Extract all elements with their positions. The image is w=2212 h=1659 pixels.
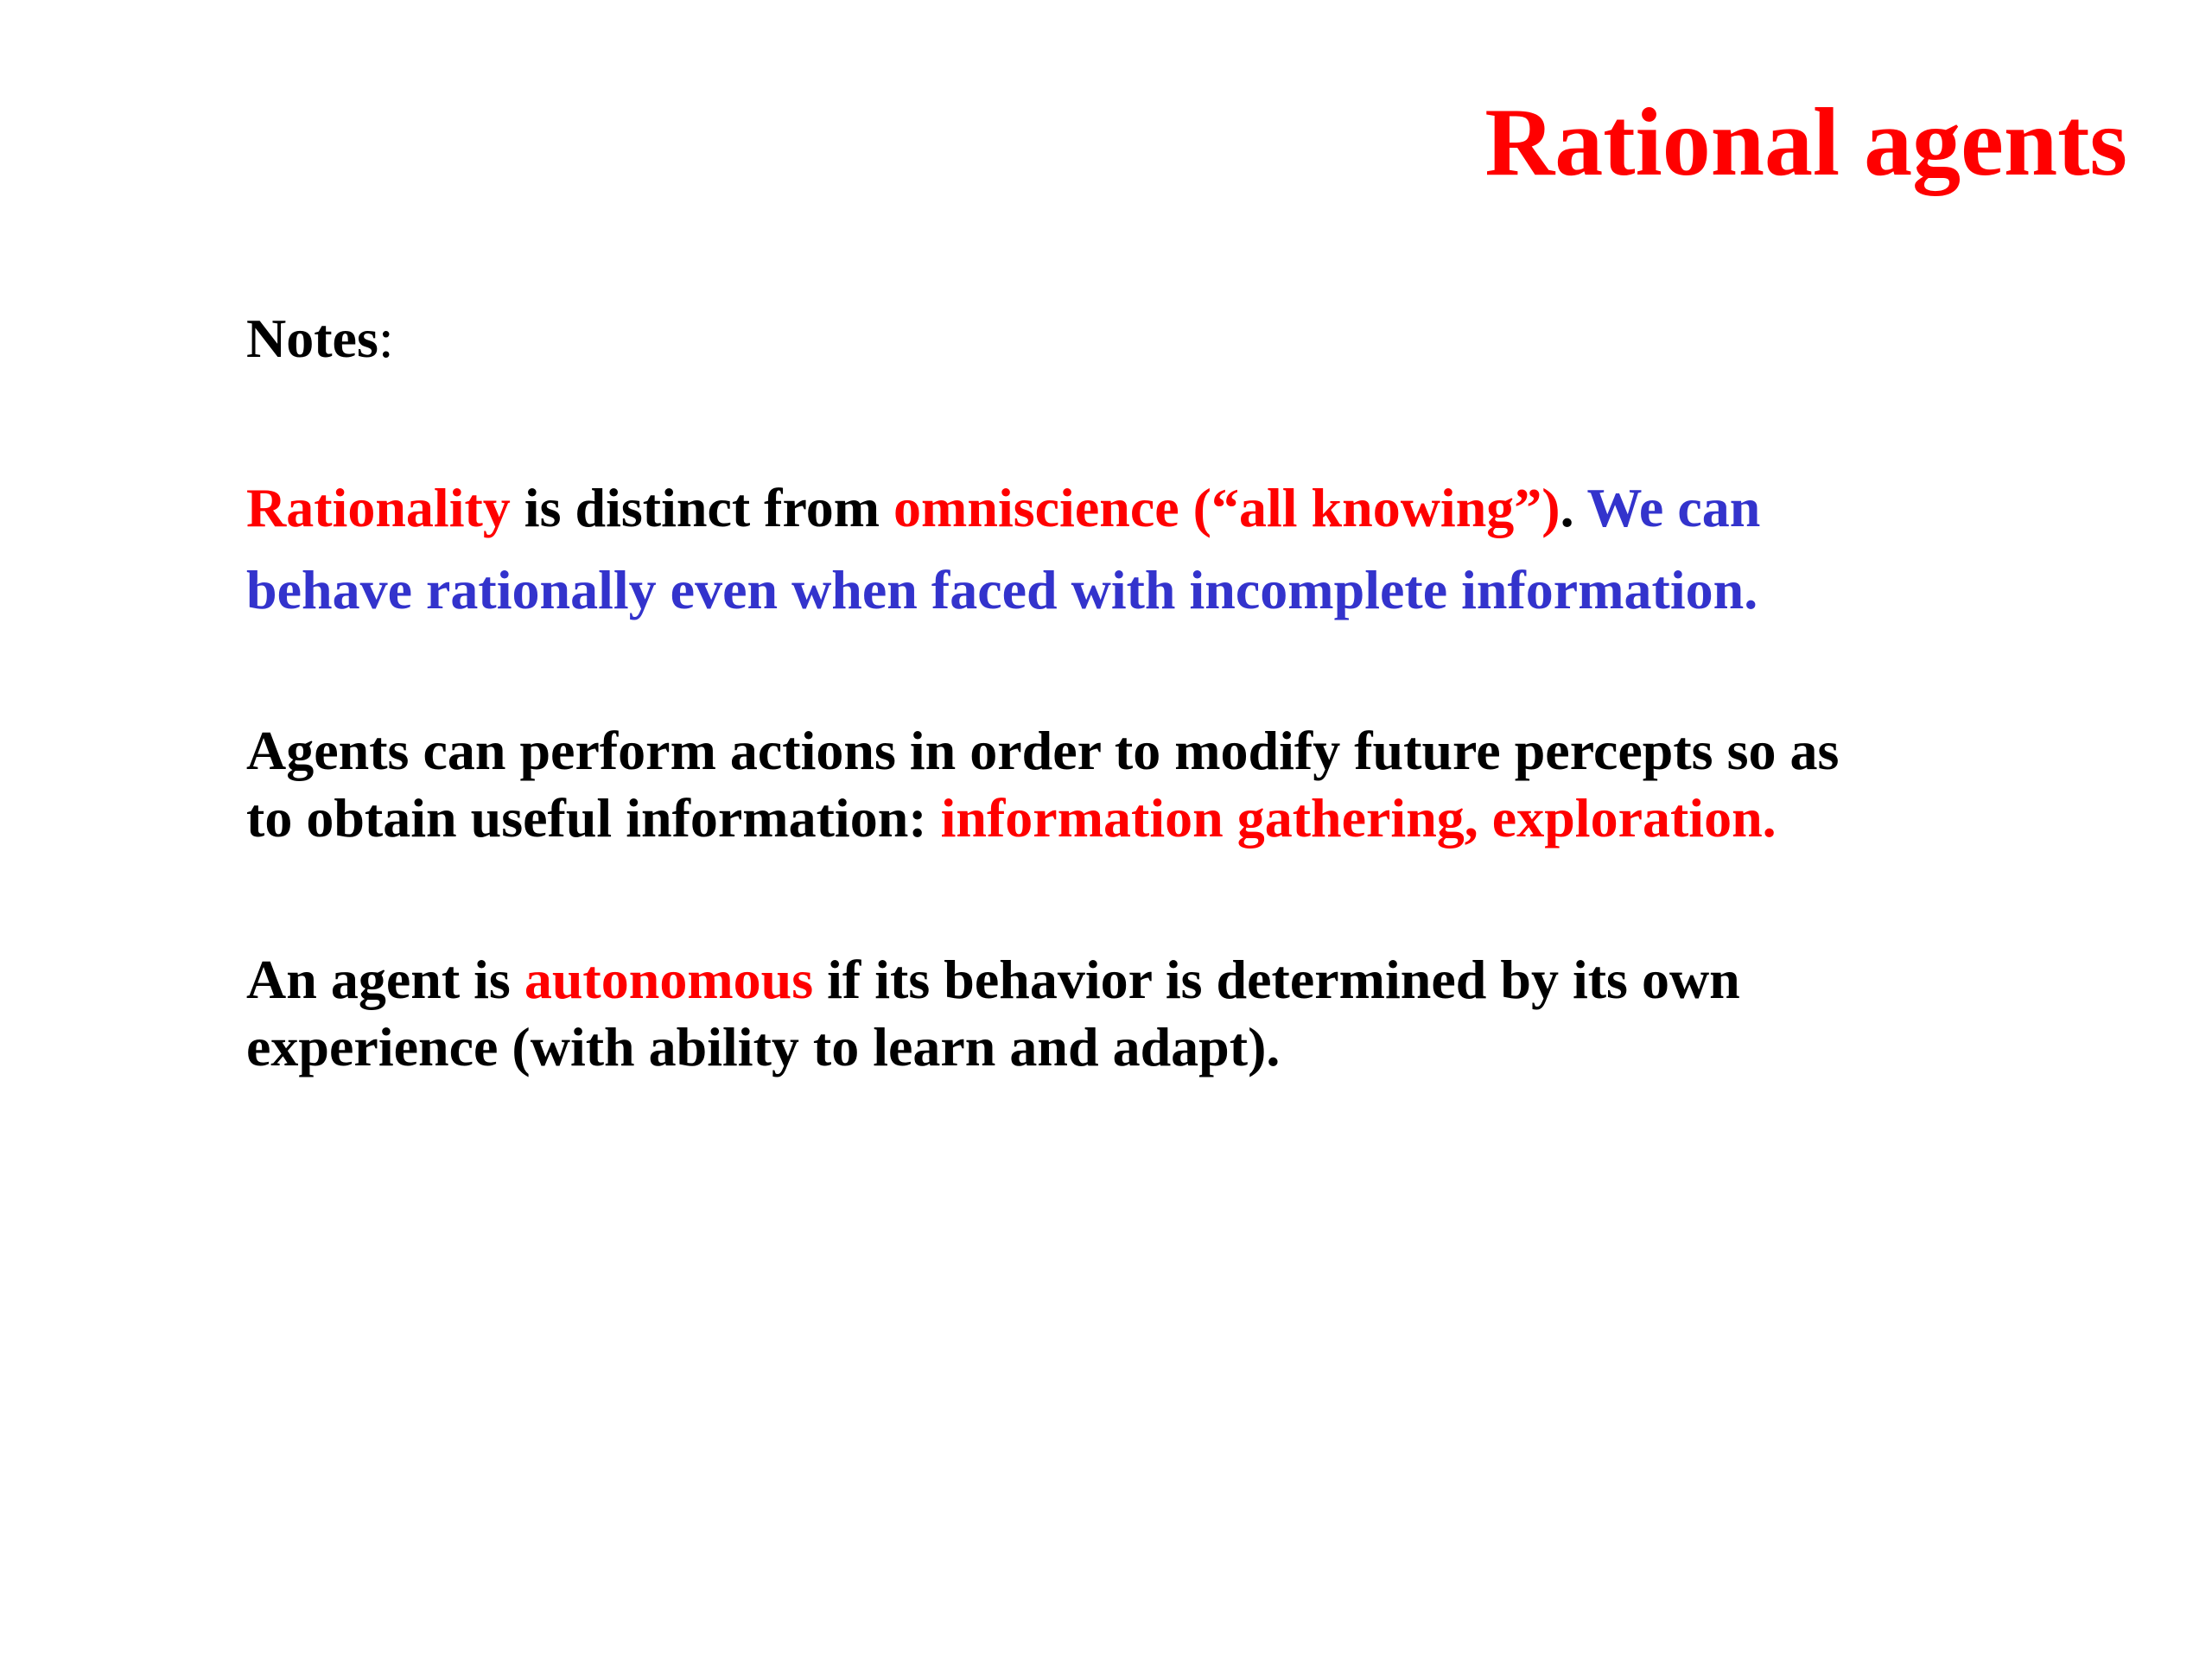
term-rationality: Rationality — [246, 477, 511, 538]
notes-heading-colon: : — [378, 308, 394, 369]
paragraph-rationality-line-1 — [246, 467, 1760, 549]
text-obtain-useful-information: to obtain useful information: — [246, 787, 941, 849]
text-an-agent-is: An agent is — [246, 949, 524, 1010]
text-we-can: We can — [1586, 477, 1761, 538]
paragraph-agents-actions-line-2 — [246, 785, 1839, 852]
paragraph-autonomous-line-2: experience (with ability to learn and adapt). — [246, 1016, 1281, 1077]
paragraph-rationality-line-2: behave rationally even when faced with incomplete information. — [246, 559, 1758, 620]
paragraph-rationality — [246, 467, 1760, 631]
notes-heading-label: Notes — [246, 308, 378, 369]
text-behavior-determined: if its behavior is determined by its own — [813, 949, 1740, 1010]
notes-heading — [246, 304, 394, 373]
paragraph-autonomous-line-1 — [246, 946, 1740, 1014]
term-information-gathering: information gathering, exploration. — [940, 787, 1777, 849]
paragraph-agents-actions — [246, 717, 1839, 852]
text-is-distinct-from: is distinct from — [510, 477, 894, 538]
term-autonomous: autonomous — [524, 949, 814, 1010]
term-omniscience: omniscience (“all knowing”) — [893, 477, 1560, 538]
text-period: . — [1560, 477, 1587, 538]
paragraph-agents-actions-line-1: Agents can perform actions in order to modify future percepts so as — [246, 720, 1840, 781]
slide-title: Rational agents — [1484, 89, 2127, 196]
paragraph-autonomous — [246, 946, 1740, 1081]
